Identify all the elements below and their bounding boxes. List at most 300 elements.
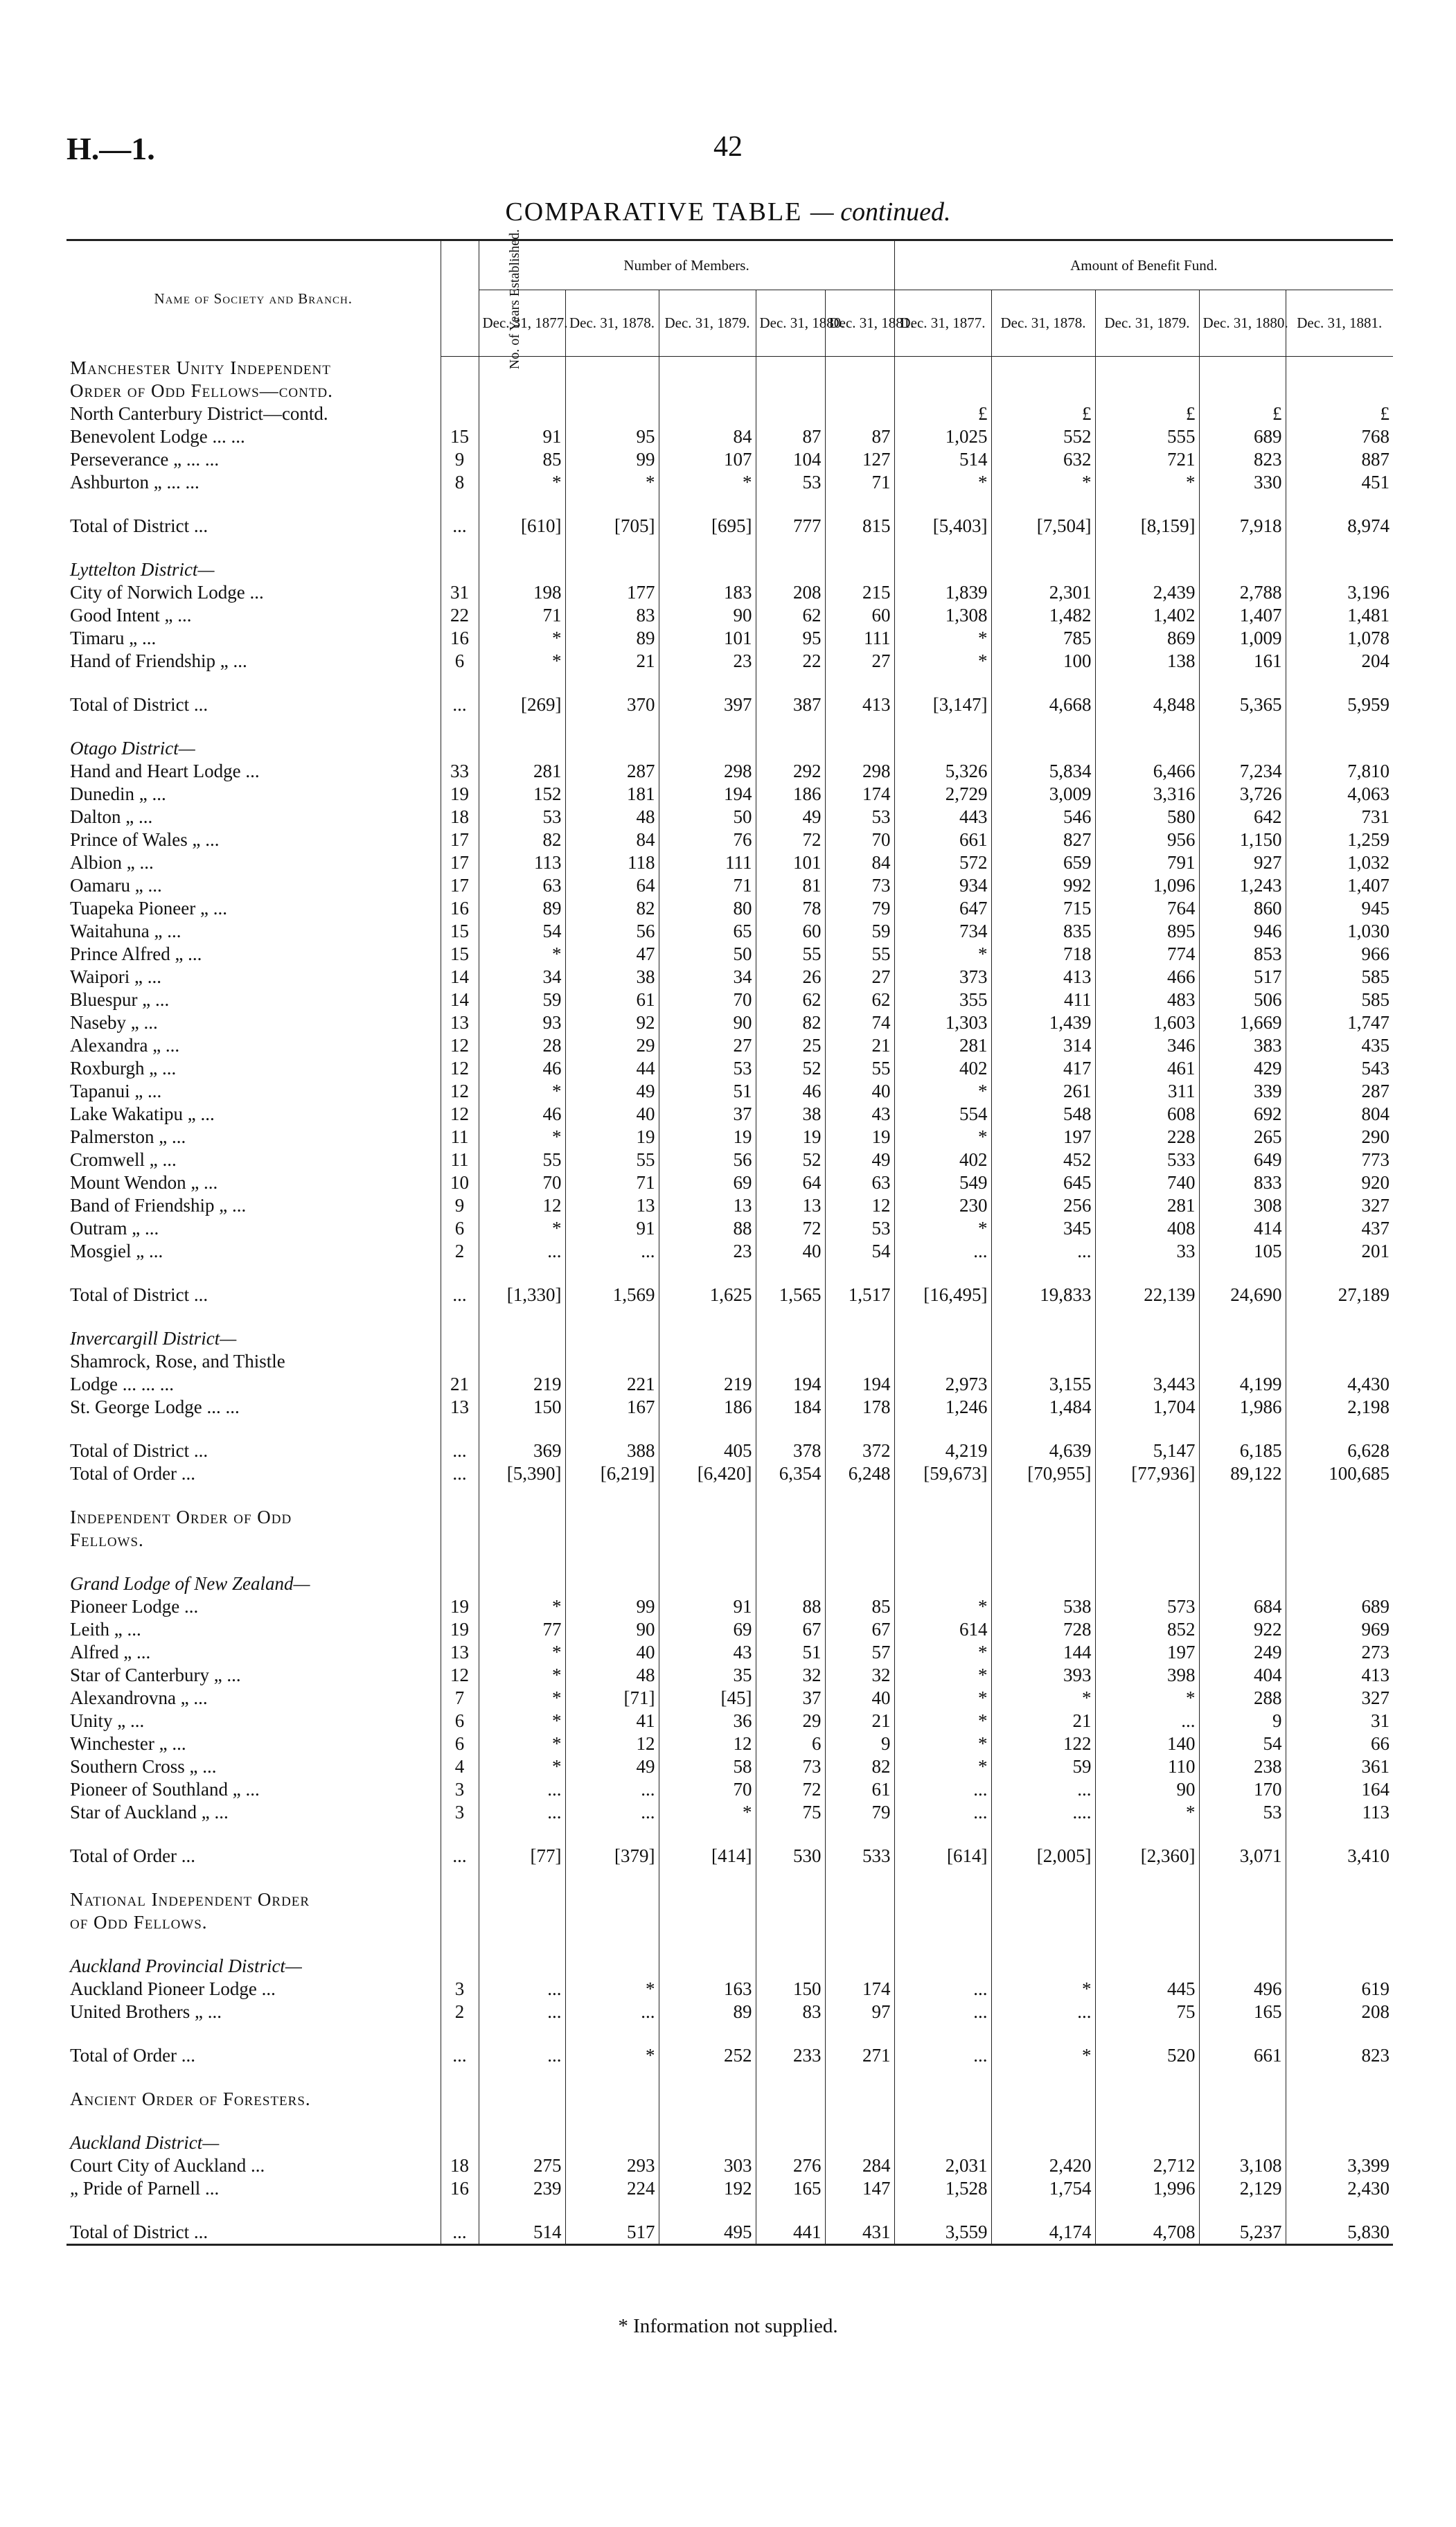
members-cell: [77] — [479, 1845, 565, 1868]
fund-cell: 684 — [1199, 1595, 1286, 1618]
table-row — [66, 828, 1393, 851]
members-cell: 50 — [659, 806, 756, 828]
members-cell: 32 — [825, 1664, 894, 1687]
spacer-cell — [479, 538, 565, 558]
members-cell: 174 — [825, 1978, 894, 2001]
fund-cell: 1,402 — [1095, 604, 1199, 627]
spacer-cell — [756, 538, 825, 558]
fund-cell: 7,234 — [1199, 760, 1286, 783]
members-cell: 431 — [825, 2221, 894, 2245]
members-cell — [659, 1888, 756, 1911]
spacer-cell — [1286, 2111, 1393, 2131]
years-cell: 6 — [441, 1217, 479, 1240]
table-row — [66, 874, 1393, 897]
fund-cell: * — [894, 1732, 991, 1755]
members-cell: 378 — [756, 1439, 825, 1462]
members-cell: 21 — [565, 650, 659, 673]
fund-cell: 122 — [991, 1732, 1095, 1755]
fund-cell: 608 — [1095, 1103, 1199, 1126]
members-cell — [479, 1506, 565, 1529]
members-cell: 55 — [825, 943, 894, 966]
spacer-cell — [1095, 2023, 1199, 2044]
members-cell — [565, 1955, 659, 1978]
fund-cell: [2,360] — [1095, 1845, 1199, 1868]
fund-cell: 290 — [1286, 1126, 1393, 1149]
years-cell: 11 — [441, 1149, 479, 1171]
table-row — [66, 1641, 1393, 1664]
fund-cell: 887 — [1286, 448, 1393, 471]
years-cell: 3 — [441, 1778, 479, 1801]
row-name: Prince of Wales „ ... — [70, 828, 220, 850]
years-cell: 12 — [441, 1034, 479, 1057]
column-header-members-1879: Dec. 31, 1879. — [659, 290, 756, 357]
row-name: Court City of Auckland ... — [70, 2154, 265, 2176]
row-name: Tuapeka Pioneer „ ... — [70, 897, 227, 919]
fund-cell: * — [894, 1687, 991, 1710]
spacer-cell — [441, 494, 479, 515]
fund-cell: 852 — [1095, 1618, 1199, 1641]
fund-cell: 408 — [1095, 1217, 1199, 1240]
members-cell — [479, 1350, 565, 1373]
section-row — [66, 2088, 1393, 2111]
fund-cell: £ — [894, 402, 991, 425]
fund-cell: 1,704 — [1095, 1396, 1199, 1419]
members-cell: 87 — [756, 425, 825, 448]
members-cell: [71] — [565, 1687, 659, 1710]
members-cell — [565, 1327, 659, 1350]
members-cell: 12 — [659, 1732, 756, 1755]
table-row — [66, 1801, 1393, 1824]
members-cell: 293 — [565, 2154, 659, 2177]
total-row — [66, 2221, 1393, 2245]
fund-cell: 2,973 — [894, 1373, 991, 1396]
fund-cell: 100 — [991, 650, 1095, 673]
table-row — [66, 1057, 1393, 1080]
spacer-cell — [756, 1419, 825, 1439]
fund-cell: 413 — [991, 966, 1095, 988]
members-cell: 514 — [479, 2221, 565, 2245]
spacer-cell — [1286, 494, 1393, 515]
fund-cell: 19,833 — [991, 1284, 1095, 1306]
members-cell: 53 — [479, 806, 565, 828]
row-name: Lake Wakatipu „ ... — [70, 1103, 215, 1124]
members-cell: 21 — [825, 1710, 894, 1732]
spacer-cell — [825, 1868, 894, 1888]
spacer-row — [66, 1485, 1393, 1506]
row-name: Independent Order of Odd — [70, 1506, 292, 1527]
spacer-cell — [565, 1306, 659, 1327]
row-name: Hand and Heart Lodge ... — [70, 760, 260, 781]
members-cell: ... — [565, 1801, 659, 1824]
spacer-cell — [825, 673, 894, 693]
column-header-fund-1879: Dec. 31, 1879. — [1095, 290, 1199, 357]
members-cell: 49 — [756, 806, 825, 828]
row-name: Lyttelton District— — [70, 558, 215, 580]
spacer-cell — [756, 2200, 825, 2221]
fund-cell: ... — [991, 1240, 1095, 1263]
column-header-fund-1881: Dec. 31, 1881. — [1286, 290, 1393, 357]
years-cell: 9 — [441, 1194, 479, 1217]
members-cell: 167 — [565, 1396, 659, 1419]
fund-cell: 1,439 — [991, 1011, 1095, 1034]
section-row — [66, 380, 1393, 402]
spacer-cell — [1095, 1934, 1199, 1955]
fund-cell: 1,025 — [894, 425, 991, 448]
members-cell: 35 — [659, 1664, 756, 1687]
fund-cell: * — [894, 1641, 991, 1664]
fund-cell: 731 — [1286, 806, 1393, 828]
fund-cell: 2,729 — [894, 783, 991, 806]
members-cell: 12 — [479, 1194, 565, 1217]
spacer-cell — [565, 1552, 659, 1572]
fund-cell: 4,639 — [991, 1439, 1095, 1462]
members-cell — [479, 1529, 565, 1552]
members-cell: 78 — [756, 897, 825, 920]
row-name: Fellows. — [70, 1529, 144, 1550]
members-cell: 51 — [756, 1641, 825, 1664]
members-cell — [565, 558, 659, 581]
members-cell: 83 — [565, 604, 659, 627]
members-cell: 63 — [479, 874, 565, 897]
spacer-cell — [66, 2200, 441, 2221]
spacer-cell — [565, 1868, 659, 1888]
members-cell: 194 — [756, 1373, 825, 1396]
spacer-cell — [894, 2111, 991, 2131]
spacer-cell — [441, 1868, 479, 1888]
row-name: Benevolent Lodge ... ... — [70, 425, 245, 447]
spacer-row — [66, 1824, 1393, 1845]
fund-cell: 520 — [1095, 2044, 1199, 2067]
fund-cell: 823 — [1286, 2044, 1393, 2067]
members-cell: 276 — [756, 2154, 825, 2177]
members-cell: * — [479, 650, 565, 673]
fund-cell: 1,303 — [894, 1011, 991, 1034]
spacer-cell — [659, 1934, 756, 1955]
currency-row — [66, 402, 1393, 425]
members-cell: 101 — [659, 627, 756, 650]
members-cell: 152 — [479, 783, 565, 806]
fund-cell: * — [894, 1217, 991, 1240]
years-cell: 17 — [441, 828, 479, 851]
fund-cell: 573 — [1095, 1595, 1199, 1618]
fund-cell: 75 — [1095, 2001, 1199, 2023]
members-cell: 43 — [659, 1641, 756, 1664]
fund-cell: * — [894, 1595, 991, 1618]
fund-cell: 2,430 — [1286, 2177, 1393, 2200]
fund-cell: 1,407 — [1199, 604, 1286, 627]
spacer-cell — [894, 1552, 991, 1572]
members-cell: 1,517 — [825, 1284, 894, 1306]
fund-cell: 1,839 — [894, 581, 991, 604]
fund-cell — [1199, 558, 1286, 581]
spacer-cell — [825, 538, 894, 558]
fund-cell: 201 — [1286, 1240, 1393, 1263]
years-cell: 15 — [441, 920, 479, 943]
members-cell: 165 — [756, 2177, 825, 2200]
members-cell: 1,565 — [756, 1284, 825, 1306]
fund-cell — [1286, 1572, 1393, 1595]
members-cell: 55 — [565, 1149, 659, 1171]
members-cell: * — [479, 1687, 565, 1710]
fund-cell: 1,481 — [1286, 604, 1393, 627]
fund-cell: £ — [1199, 402, 1286, 425]
years-cell: ... — [441, 1284, 479, 1306]
fund-cell — [991, 1350, 1095, 1373]
spacer-cell — [565, 2200, 659, 2221]
spacer-cell — [1286, 2023, 1393, 2044]
members-cell — [565, 1529, 659, 1552]
title-suffix: — continued. — [810, 197, 951, 227]
members-cell: 111 — [825, 627, 894, 650]
fund-cell: 59 — [991, 1755, 1095, 1778]
members-cell: 303 — [659, 2154, 756, 2177]
spacer-cell — [756, 1485, 825, 1506]
spacer-cell — [991, 1868, 1095, 1888]
fund-cell — [894, 737, 991, 760]
members-cell: 60 — [756, 920, 825, 943]
spacer-cell — [479, 1824, 565, 1845]
fund-cell: 404 — [1199, 1664, 1286, 1687]
spacer-cell — [1286, 1824, 1393, 1845]
spacer-cell — [894, 2200, 991, 2221]
fund-cell: 2,301 — [991, 581, 1095, 604]
fund-cell — [991, 1327, 1095, 1350]
table-row — [66, 1011, 1393, 1034]
members-cell: 47 — [565, 943, 659, 966]
row-name: City of Norwich Lodge ... — [70, 581, 264, 603]
spacer-cell — [991, 1263, 1095, 1284]
members-cell: 46 — [756, 1080, 825, 1103]
spacer-cell — [659, 1868, 756, 1888]
row-name: Tapanui „ ... — [70, 1080, 162, 1101]
row-name: Unity „ ... — [70, 1710, 145, 1731]
members-cell: 53 — [756, 471, 825, 494]
table-row — [66, 1755, 1393, 1778]
fund-cell — [1095, 1327, 1199, 1350]
district-row — [66, 1955, 1393, 1978]
fund-cell: 895 — [1095, 920, 1199, 943]
fund-cell: 3,196 — [1286, 581, 1393, 604]
spacer-cell — [1095, 716, 1199, 737]
years-cell: 6 — [441, 1710, 479, 1732]
fund-cell: 946 — [1199, 920, 1286, 943]
fund-cell: 402 — [894, 1149, 991, 1171]
spacer-cell — [1286, 1868, 1393, 1888]
fund-cell: 249 — [1199, 1641, 1286, 1664]
spacer-cell — [756, 1263, 825, 1284]
row-name: Timaru „ ... — [70, 627, 157, 648]
table-row — [66, 2001, 1393, 2023]
fund-cell: * — [894, 627, 991, 650]
members-cell: 1,625 — [659, 1284, 756, 1306]
table-row — [66, 1396, 1393, 1419]
members-cell: 59 — [479, 988, 565, 1011]
years-cell: 12 — [441, 1057, 479, 1080]
fund-cell: 429 — [1199, 1057, 1286, 1080]
years-cell: 16 — [441, 2177, 479, 2200]
fund-cell: 6,185 — [1199, 1439, 1286, 1462]
members-cell: 70 — [659, 1778, 756, 1801]
fund-cell: 314 — [991, 1034, 1095, 1057]
row-name: Southern Cross „ ... — [70, 1755, 217, 1777]
row-name: Star of Canterbury „ ... — [70, 1664, 241, 1685]
spacer-cell — [441, 1306, 479, 1327]
spacer-cell — [1199, 2200, 1286, 2221]
fund-cell: 53 — [1199, 1801, 1286, 1824]
spacer-row — [66, 1306, 1393, 1327]
fund-cell: 554 — [894, 1103, 991, 1126]
members-cell: 69 — [659, 1171, 756, 1194]
spacer-cell — [1095, 494, 1199, 515]
members-cell: 52 — [756, 1057, 825, 1080]
members-cell — [756, 380, 825, 402]
spacer-cell — [991, 1934, 1095, 1955]
table-row — [66, 1710, 1393, 1732]
members-cell: 55 — [825, 1057, 894, 1080]
fund-cell: ... — [894, 2044, 991, 2067]
table-row — [66, 604, 1393, 627]
fund-cell: 804 — [1286, 1103, 1393, 1126]
years-cell: 15 — [441, 943, 479, 966]
members-cell: 57 — [825, 1641, 894, 1664]
row-name: „ Pride of Parnell ... — [70, 2177, 220, 2199]
years-cell: ... — [441, 1845, 479, 1868]
row-name: Pioneer of Southland „ ... — [70, 1778, 260, 1800]
fund-cell — [1095, 380, 1199, 402]
members-cell: 118 — [565, 851, 659, 874]
spacer-cell — [441, 1485, 479, 1506]
members-cell: 208 — [756, 581, 825, 604]
spacer-cell — [479, 716, 565, 737]
members-cell: [5,390] — [479, 1462, 565, 1485]
spacer-cell — [894, 1934, 991, 1955]
members-cell: 184 — [756, 1396, 825, 1419]
spacer-cell — [1286, 1263, 1393, 1284]
members-cell: 90 — [659, 604, 756, 627]
members-cell: 71 — [825, 471, 894, 494]
years-cell — [441, 380, 479, 402]
years-cell: 33 — [441, 760, 479, 783]
spacer-cell — [756, 2067, 825, 2088]
fund-cell: 689 — [1199, 425, 1286, 448]
fund-cell: 414 — [1199, 1217, 1286, 1240]
fund-cell: 740 — [1095, 1171, 1199, 1194]
members-cell — [825, 1888, 894, 1911]
fund-cell — [1286, 380, 1393, 402]
members-cell: 46 — [479, 1057, 565, 1080]
years-cell: 16 — [441, 627, 479, 650]
fund-cell: * — [894, 471, 991, 494]
fund-cell: 1,096 — [1095, 874, 1199, 897]
members-cell: 74 — [825, 1011, 894, 1034]
years-cell: 12 — [441, 1664, 479, 1687]
members-cell: 221 — [565, 1373, 659, 1396]
spacer-row — [66, 538, 1393, 558]
spacer-cell — [565, 1419, 659, 1439]
members-cell: 369 — [479, 1439, 565, 1462]
spacer-cell — [825, 2067, 894, 2088]
fund-cell: 764 — [1095, 897, 1199, 920]
members-cell — [756, 1888, 825, 1911]
spacer-cell — [1095, 1868, 1199, 1888]
spacer-row — [66, 2111, 1393, 2131]
table-row — [66, 1350, 1393, 1373]
members-cell: 55 — [756, 943, 825, 966]
table-row — [66, 1778, 1393, 1801]
section-row — [66, 1911, 1393, 1934]
table-row — [66, 1618, 1393, 1641]
fund-cell — [1199, 1327, 1286, 1350]
total-row — [66, 1845, 1393, 1868]
fund-cell: 833 — [1199, 1171, 1286, 1194]
members-cell — [565, 380, 659, 402]
table-row — [66, 851, 1393, 874]
spacer-cell — [1095, 1306, 1199, 1327]
spacer-cell — [756, 1824, 825, 1845]
fund-cell — [1095, 1955, 1199, 1978]
fund-cell: 230 — [894, 1194, 991, 1217]
members-cell: 50 — [659, 943, 756, 966]
fund-cell — [1199, 1888, 1286, 1911]
members-cell: * — [565, 1978, 659, 2001]
fund-cell: 549 — [894, 1171, 991, 1194]
fund-cell: 204 — [1286, 650, 1393, 673]
members-cell: 56 — [565, 920, 659, 943]
fund-cell: 5,834 — [991, 760, 1095, 783]
members-cell: [414] — [659, 1845, 756, 1868]
fund-cell: 197 — [991, 1126, 1095, 1149]
total-row — [66, 1462, 1393, 1485]
spacer-cell — [991, 1485, 1095, 1506]
spacer-cell — [894, 494, 991, 515]
years-cell: ... — [441, 1462, 479, 1485]
fund-cell: * — [894, 1664, 991, 1687]
members-cell: 71 — [479, 604, 565, 627]
fund-cell: 265 — [1199, 1126, 1286, 1149]
row-name: Grand Lodge of New Zealand— — [70, 1572, 310, 1594]
spacer-cell — [565, 1263, 659, 1284]
fund-cell: 197 — [1095, 1641, 1199, 1664]
row-name: North Canterbury District—contd. — [70, 402, 328, 424]
fund-cell — [1199, 1529, 1286, 1552]
years-cell — [441, 1955, 479, 1978]
spacer-cell — [1286, 1485, 1393, 1506]
spacer-cell — [1095, 1552, 1199, 1572]
spacer-cell — [894, 2067, 991, 2088]
fund-cell — [1286, 1506, 1393, 1529]
fund-cell: 1,407 — [1286, 874, 1393, 897]
total-row — [66, 1284, 1393, 1306]
total-row — [66, 693, 1393, 716]
table-row — [66, 943, 1393, 966]
spacer-cell — [659, 2200, 756, 2221]
members-cell: 275 — [479, 2154, 565, 2177]
fund-cell: 3,399 — [1286, 2154, 1393, 2177]
members-cell — [825, 1955, 894, 1978]
fund-cell: 647 — [894, 897, 991, 920]
members-cell: 43 — [825, 1103, 894, 1126]
table-row — [66, 1595, 1393, 1618]
members-cell — [479, 558, 565, 581]
spacer-cell — [659, 2023, 756, 2044]
fund-cell: 330 — [1199, 471, 1286, 494]
members-cell: 40 — [565, 1641, 659, 1664]
row-name: Shamrock, Rose, and Thistle — [70, 1350, 285, 1372]
fund-cell: 827 — [991, 828, 1095, 851]
spacer-cell — [1286, 673, 1393, 693]
fund-cell: 2,031 — [894, 2154, 991, 2177]
spacer-cell — [1095, 1485, 1199, 1506]
